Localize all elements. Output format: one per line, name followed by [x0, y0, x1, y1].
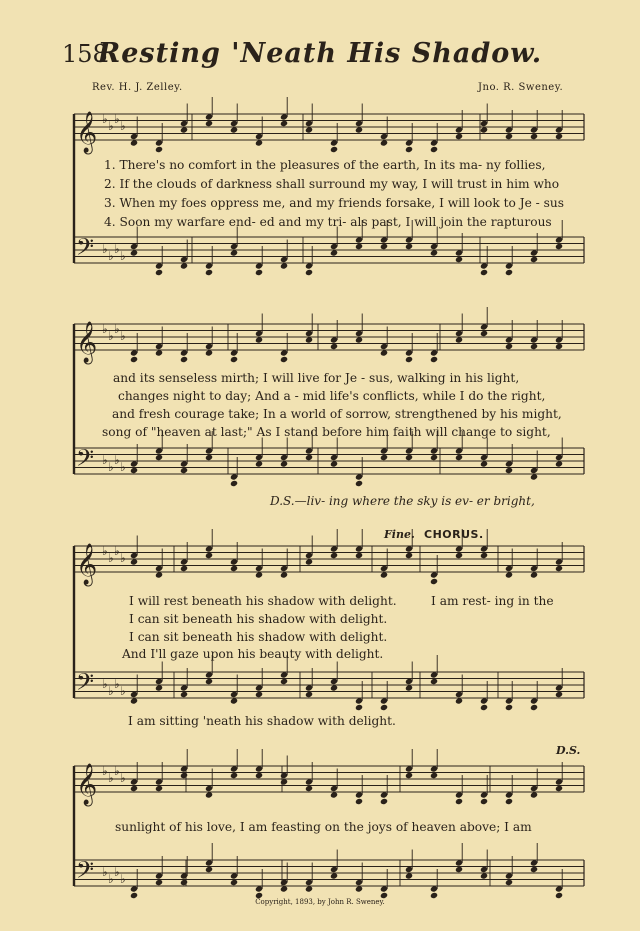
note-head — [480, 704, 488, 711]
svg-text:♭: ♭ — [108, 329, 114, 343]
note-head — [280, 885, 288, 892]
note-head — [155, 785, 163, 792]
note-head — [530, 791, 538, 798]
note-head — [380, 798, 388, 805]
note-head — [255, 460, 263, 467]
note-head — [405, 356, 413, 363]
verse-4-line-2: song of "heaven at last;" As I stand before him faith will change to sight, — [102, 425, 551, 439]
note-head — [205, 454, 213, 461]
note-head — [155, 454, 163, 461]
note-head — [430, 772, 438, 779]
verse-2-line-2: changes night to day; And a - mid life's conflicts, while I do the right, — [118, 389, 546, 403]
note-head — [455, 454, 463, 461]
svg-text:♭: ♭ — [114, 764, 120, 778]
note-head — [255, 571, 263, 578]
note-head — [305, 691, 313, 698]
note-head — [430, 578, 438, 585]
svg-text:♭: ♭ — [102, 322, 108, 336]
note-head — [330, 460, 338, 467]
verse-1-line-3: I will rest beneath his shadow with delight. — [129, 594, 397, 608]
svg-text:♭: ♭ — [108, 119, 114, 133]
note-head — [405, 552, 413, 559]
note-head — [280, 778, 288, 785]
note-head — [405, 872, 413, 879]
note-head — [530, 704, 538, 711]
note-head — [380, 704, 388, 711]
note-head — [230, 480, 238, 487]
note-head — [305, 336, 313, 343]
note-head — [230, 772, 238, 779]
svg-text:♭: ♭ — [120, 249, 126, 263]
svg-text:♭: ♭ — [120, 771, 126, 785]
note-head — [530, 256, 538, 263]
note-head — [330, 343, 338, 350]
note-head — [555, 133, 563, 140]
note-head — [505, 133, 513, 140]
ds-lyric-line: D.S.—liv- ing where the sky is ev- er bright, — [270, 494, 535, 508]
verse-4-line-3: And I'll gaze upon his beauty with delight. — [122, 647, 384, 661]
svg-text:♭: ♭ — [108, 460, 114, 474]
note-head — [555, 460, 563, 467]
svg-text:𝄞: 𝄞 — [76, 322, 98, 363]
svg-text:♭: ♭ — [120, 460, 126, 474]
note-head — [205, 349, 213, 356]
note-head — [505, 343, 513, 350]
note-head — [430, 146, 438, 153]
svg-text:♭: ♭ — [108, 551, 114, 565]
svg-text:♭: ♭ — [120, 872, 126, 886]
chorus-lyric-start: I am rest- ing in the — [431, 594, 554, 608]
note-head — [280, 678, 288, 685]
svg-text:♭: ♭ — [114, 322, 120, 336]
note-head — [405, 454, 413, 461]
svg-text:♭: ♭ — [102, 677, 108, 691]
note-head — [530, 866, 538, 873]
svg-text:♭: ♭ — [108, 684, 114, 698]
note-head — [355, 885, 363, 892]
note-head — [180, 565, 188, 572]
note-head — [180, 691, 188, 698]
note-head — [205, 866, 213, 873]
note-head — [205, 552, 213, 559]
svg-text:♭: ♭ — [114, 865, 120, 879]
note-head — [505, 798, 513, 805]
svg-text:♭: ♭ — [102, 242, 108, 256]
note-head — [305, 558, 313, 565]
note-head — [380, 571, 388, 578]
fine-mark: Fine. — [384, 528, 415, 541]
note-head — [330, 249, 338, 256]
verse-4-line-1: 4. Soon my warfare end- ed and my tri- als past, I will join the rapturous — [104, 215, 552, 229]
note-head — [355, 336, 363, 343]
note-head — [430, 356, 438, 363]
note-head — [480, 269, 488, 276]
note-head — [355, 552, 363, 559]
note-head — [455, 552, 463, 559]
svg-text:♭: ♭ — [102, 112, 108, 126]
note-head — [155, 571, 163, 578]
note-head — [280, 120, 288, 127]
note-head — [480, 330, 488, 337]
svg-text:𝄢: 𝄢 — [76, 668, 95, 701]
note-head — [255, 139, 263, 146]
note-head — [205, 678, 213, 685]
svg-text:♭: ♭ — [114, 112, 120, 126]
note-head — [305, 785, 313, 792]
note-head — [280, 571, 288, 578]
note-head — [530, 133, 538, 140]
note-head — [405, 243, 413, 250]
verse-2-line-3: I can sit beneath his shadow with delight. — [129, 612, 388, 626]
svg-text:♭: ♭ — [114, 453, 120, 467]
svg-text:♭: ♭ — [120, 551, 126, 565]
svg-text:♭: ♭ — [102, 544, 108, 558]
bass-lyric-line: I am sitting 'neath his shadow with delight. — [128, 714, 396, 728]
note-head — [330, 146, 338, 153]
svg-text:𝄢: 𝄢 — [76, 856, 95, 889]
svg-text:♭: ♭ — [102, 865, 108, 879]
note-head — [430, 249, 438, 256]
note-head — [355, 126, 363, 133]
note-head — [230, 249, 238, 256]
svg-text:𝄞: 𝄞 — [76, 544, 98, 585]
note-head — [255, 336, 263, 343]
note-head — [130, 785, 138, 792]
verse-2-line-1: 2. If the clouds of darkness shall surround my way, I will trust in him who — [104, 177, 560, 191]
note-head — [455, 798, 463, 805]
lyricist-credit: Rev. H. J. Zelley. — [92, 82, 183, 93]
page-number: 158 — [62, 40, 108, 68]
note-head — [455, 133, 463, 140]
svg-text:♭: ♭ — [120, 119, 126, 133]
svg-text:♭: ♭ — [114, 544, 120, 558]
note-head — [205, 791, 213, 798]
svg-text:♭: ♭ — [108, 872, 114, 886]
note-head — [180, 262, 188, 269]
svg-text:𝄞: 𝄞 — [76, 112, 98, 153]
note-head — [180, 772, 188, 779]
note-head — [180, 467, 188, 474]
note-head — [130, 558, 138, 565]
note-head — [330, 552, 338, 559]
verse-1-line-1: 1. There's no comfort in the pleasures of the earth, In its ma- ny follies, — [104, 158, 546, 172]
note-head — [230, 565, 238, 572]
note-head — [230, 879, 238, 886]
note-head — [230, 126, 238, 133]
svg-text:♭: ♭ — [102, 764, 108, 778]
note-head — [130, 139, 138, 146]
note-head — [405, 772, 413, 779]
note-head — [505, 571, 513, 578]
note-head — [355, 243, 363, 250]
note-head — [280, 262, 288, 269]
composer-credit: Jno. R. Sweney. — [478, 82, 564, 93]
note-head — [555, 243, 563, 250]
note-head — [555, 691, 563, 698]
verse-1-line-2: and its senseless mirth; I will live for Je - sus, walking in his light, — [113, 371, 520, 385]
svg-text:𝄢: 𝄢 — [76, 233, 95, 266]
note-head — [455, 336, 463, 343]
note-head — [455, 256, 463, 263]
hymn-title: Resting 'Neath His Shadow. — [97, 38, 543, 69]
note-head — [430, 454, 438, 461]
note-head — [480, 798, 488, 805]
note-head — [530, 571, 538, 578]
note-head — [205, 269, 213, 276]
note-head — [330, 684, 338, 691]
note-head — [505, 467, 513, 474]
note-head — [480, 126, 488, 133]
chorus-lyric-line: sunlight of his love, I am feasting on the joys of heaven above; I am — [115, 820, 532, 834]
note-head — [355, 798, 363, 805]
note-head — [380, 454, 388, 461]
note-head — [180, 879, 188, 886]
note-head — [155, 349, 163, 356]
verse-3-line-1: 3. When my foes oppress me, and my friends forsake, I will look to Je - sus — [104, 196, 565, 210]
note-head — [305, 269, 313, 276]
note-head — [130, 467, 138, 474]
note-head — [555, 343, 563, 350]
note-head — [255, 691, 263, 698]
note-head — [305, 454, 313, 461]
svg-text:♭: ♭ — [108, 771, 114, 785]
svg-text:♭: ♭ — [102, 453, 108, 467]
note-head — [255, 269, 263, 276]
svg-text:𝄞: 𝄞 — [76, 764, 98, 805]
note-head — [405, 684, 413, 691]
note-head — [505, 879, 513, 886]
note-head — [305, 885, 313, 892]
verse-3-line-2: and fresh courage take; In a world of sorrow, strengthened by his might, — [112, 407, 562, 421]
note-head — [555, 785, 563, 792]
svg-text:♭: ♭ — [114, 677, 120, 691]
note-head — [480, 460, 488, 467]
verse-3-line-3: I can sit beneath his shadow with delight. — [129, 630, 388, 644]
note-head — [480, 552, 488, 559]
note-head — [230, 356, 238, 363]
note-head — [405, 146, 413, 153]
note-head — [255, 772, 263, 779]
svg-text:♭: ♭ — [108, 249, 114, 263]
note-head — [180, 126, 188, 133]
note-head — [305, 126, 313, 133]
note-head — [130, 356, 138, 363]
note-head — [155, 146, 163, 153]
note-head — [530, 473, 538, 480]
chorus-label: CHORUS. — [424, 528, 484, 541]
svg-text:♭: ♭ — [114, 242, 120, 256]
svg-text:𝄢: 𝄢 — [76, 444, 95, 477]
note-head — [230, 697, 238, 704]
note-head — [355, 480, 363, 487]
note-head — [130, 249, 138, 256]
note-head — [455, 866, 463, 873]
svg-text:♭: ♭ — [120, 329, 126, 343]
note-head — [380, 349, 388, 356]
note-head — [330, 791, 338, 798]
note-head — [505, 269, 513, 276]
note-head — [480, 872, 488, 879]
note-head — [130, 697, 138, 704]
note-head — [330, 872, 338, 879]
note-head — [455, 697, 463, 704]
note-head — [530, 343, 538, 350]
note-head — [555, 565, 563, 572]
note-head — [180, 356, 188, 363]
copyright-notice: Copyright, 1893, by John R. Sweney. — [255, 898, 385, 906]
ds-mark: D.S. — [556, 744, 581, 757]
note-head — [155, 684, 163, 691]
note-head — [155, 269, 163, 276]
note-head — [380, 139, 388, 146]
note-head — [355, 704, 363, 711]
note-head — [205, 120, 213, 127]
svg-text:♭: ♭ — [120, 684, 126, 698]
note-head — [280, 356, 288, 363]
note-head — [430, 678, 438, 685]
note-head — [505, 704, 513, 711]
note-head — [155, 879, 163, 886]
note-head — [280, 460, 288, 467]
note-head — [380, 243, 388, 250]
